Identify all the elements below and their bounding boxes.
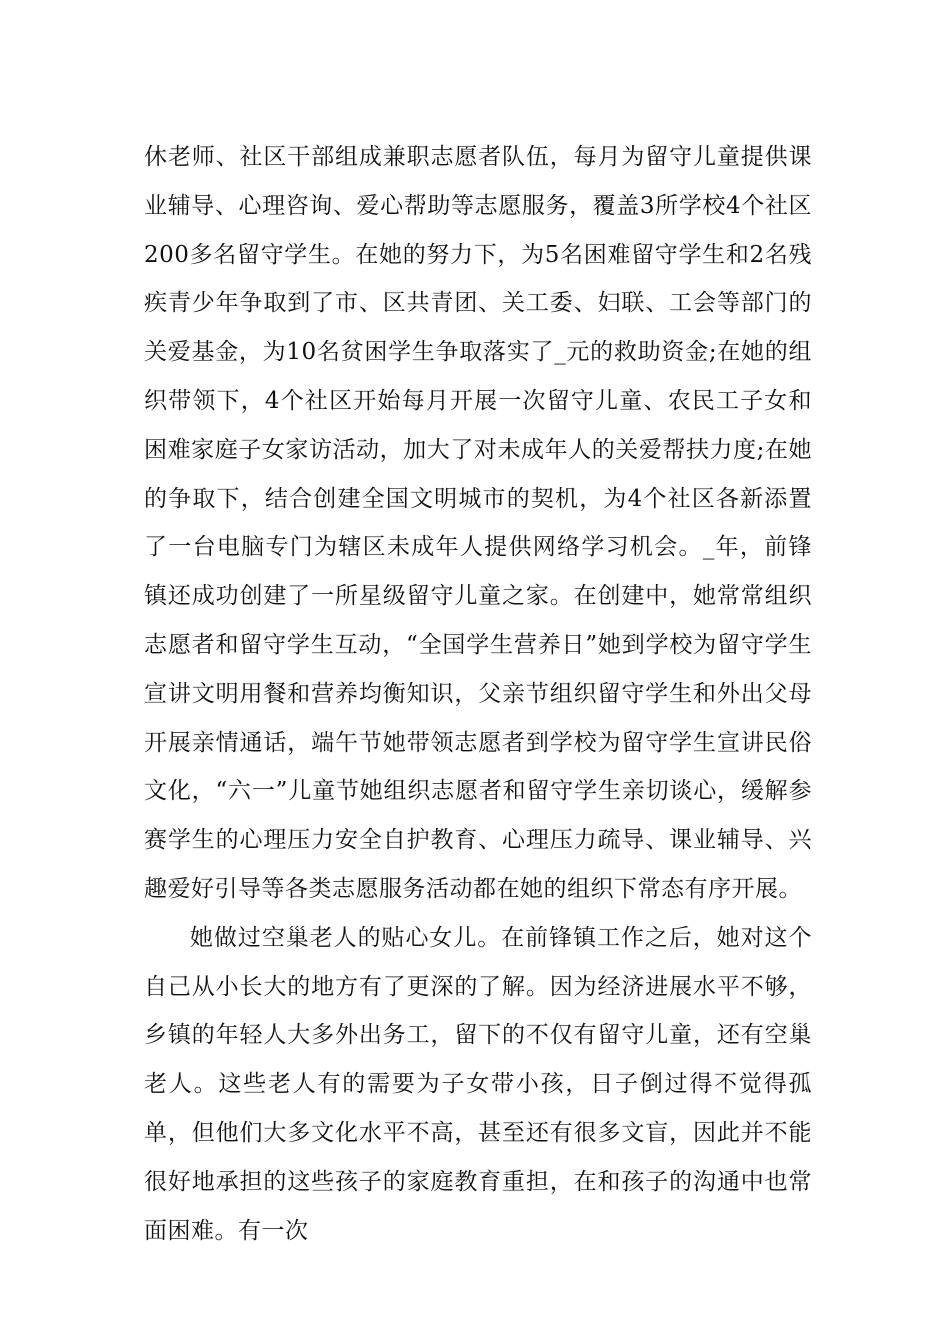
document-body: [144, 133, 812, 1255]
paragraph-empty-nest-elderly: 她做过空巢老人的贴心女儿。在前锋镇工作之后，她对这个自己从小长大的地方有了更深的了解。因为经济进展水平不够，乡镇的年轻人大多外出务工，留下的不仅有留守儿童，还有空巢老人。这些老人有的需要为子女带小孩，日子倒过得不觉得孤单，但他们大多文化水平不高，甚至还有很多文盲，因此并不能很好地承担的这些孩子的家庭教育重担，在和孩子的沟通中也常面困难。有一次: [144, 924, 812, 1244]
paragraph-volunteer-services: 休老师、社区干部组成兼职志愿者队伍，每月为留守儿童提供课业辅导、心理咨询、爱心帮助等志愿服务，覆盖3所学校4个社区200多名留守学生。在她的努力下，为5名困难留守学生和2名残疾青少年争取到了市、区共青团、关工委、妇联、工会等部门的关爱基金，为10名贫困学生争取落实了_元的救助资金;在她的组织带领下，4个社区开始每月开展一次留守儿童、农民工子女和困难家庭子女家访活动，加大了对未成年人的关爱帮扶力度;在她的争取下，结合创建全国文明城市的契机，为4个社区各新添置了一台电脑专门为辖区未成年人提供网络学习机会。_年，前锋镇还成功创建了一所星级留守儿童之家。在创建中，她常常组织志愿者和留守学生互动，“全国学生营养日”她到学校为留守学生宣讲文明用餐和营养均衡知识，父亲节组织留守学生和外出父母开展亲情通话，端午节她带领志愿者到学校为留守学生宣讲民俗文化，“六一”儿童节她组织志愿者和留守学生亲切谈心，缓解参赛学生的心理压力安全自护教育、心理压力疏导、课业辅导、兴趣爱好引导等各类志愿服务活动都在她的组织下常态有序开展。: [144, 144, 812, 902]
